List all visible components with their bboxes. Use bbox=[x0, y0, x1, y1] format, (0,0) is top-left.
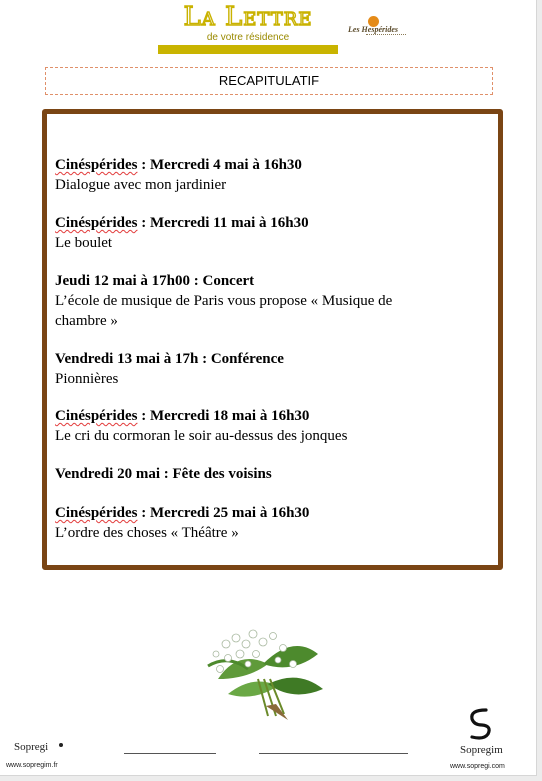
event-series-name: Cinéspérides bbox=[55, 505, 138, 521]
s-swirl-icon bbox=[462, 706, 498, 742]
signature-line bbox=[259, 753, 408, 754]
event-heading: Vendredi 20 mai : Fête des voisins bbox=[55, 466, 272, 482]
logo-dot bbox=[59, 743, 63, 747]
sopregim-logo bbox=[446, 706, 526, 772]
event-description: Le boulet bbox=[55, 235, 113, 251]
hesperides-logo bbox=[348, 22, 404, 40]
sopregim-name: Sopregim bbox=[460, 744, 503, 756]
sopregi-name: Sopregi bbox=[14, 741, 49, 753]
newsletter-title: La Lettre bbox=[183, 2, 313, 32]
event-series-name: Cinéspérides bbox=[55, 157, 138, 173]
event-item bbox=[55, 503, 485, 543]
event-series-name: Cinéspérides bbox=[55, 408, 138, 424]
logo-tagline-line bbox=[366, 34, 406, 36]
event-item bbox=[55, 213, 485, 253]
event-item bbox=[55, 271, 485, 331]
event-item bbox=[55, 406, 485, 446]
event-heading bbox=[55, 213, 485, 233]
event-item bbox=[55, 155, 485, 195]
event-heading: Jeudi 12 mai à 17h00 : Concert bbox=[55, 273, 255, 289]
sopregim-url: www.sopregi.com bbox=[450, 763, 505, 770]
signature-line bbox=[124, 753, 216, 754]
event-description: L’ordre des choses « Théâtre » bbox=[55, 525, 239, 541]
hesperides-brand-name: Les Hespérides bbox=[348, 25, 398, 34]
masthead bbox=[158, 2, 338, 54]
masthead-bar bbox=[158, 45, 338, 54]
sopregi-logo bbox=[6, 741, 76, 771]
event-description: L’école de musique de Paris vous propose « Musique de bbox=[55, 293, 393, 309]
event-date: : Mercredi 25 mai à 16h30 bbox=[137, 505, 310, 521]
recap-heading: RECAPITULATIF bbox=[45, 67, 493, 95]
event-heading bbox=[55, 503, 485, 523]
sopregi-url: www.sopregim.fr bbox=[6, 762, 58, 769]
event-description: Dialogue avec mon jardinier bbox=[55, 177, 227, 193]
event-description: chambre » bbox=[55, 313, 118, 329]
event-date: : Mercredi 11 mai à 16h30 bbox=[137, 215, 309, 231]
events-box bbox=[42, 109, 503, 570]
event-heading bbox=[55, 155, 485, 175]
lily-of-the-valley-icon bbox=[198, 624, 328, 724]
event-date: : Mercredi 4 mai à 16h30 bbox=[137, 157, 302, 173]
event-item bbox=[55, 349, 485, 389]
event-heading bbox=[55, 406, 485, 426]
event-date: : Mercredi 18 mai à 16h30 bbox=[137, 408, 310, 424]
event-description: Le cri du cormoran le soir au-dessus des jonques bbox=[55, 428, 348, 444]
event-heading: Vendredi 13 mai à 17h : Conférence bbox=[55, 351, 284, 367]
event-description: Pionnières bbox=[55, 371, 119, 387]
event-series-name: Cinéspérides bbox=[55, 215, 138, 231]
event-item bbox=[55, 464, 485, 484]
newsletter-subtitle: de votre résidence bbox=[206, 32, 290, 43]
